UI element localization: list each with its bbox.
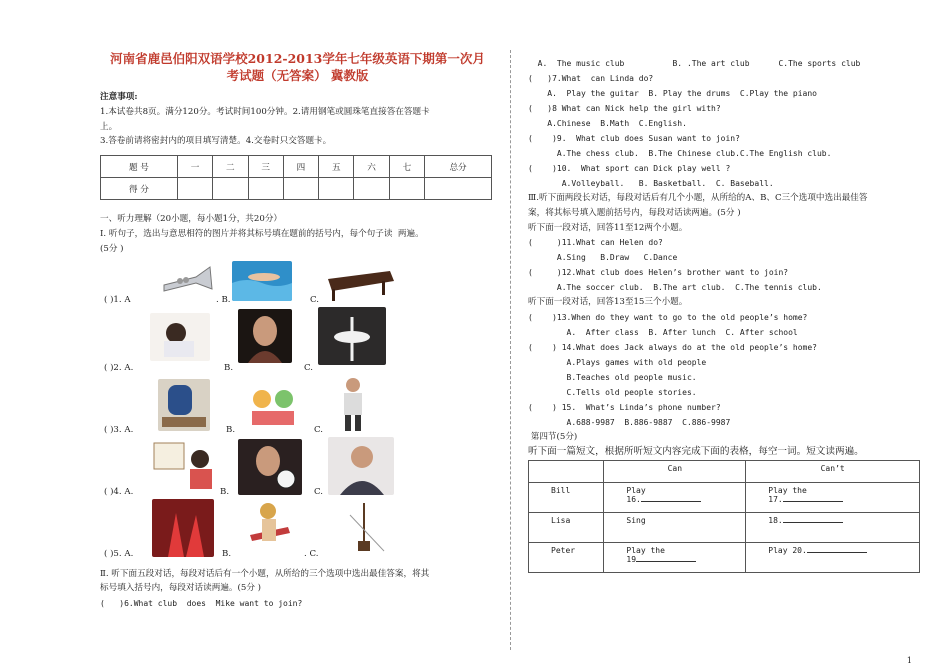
picture-question-row <box>100 437 495 499</box>
picture-question-row <box>100 307 495 375</box>
guitar-player-picture <box>236 499 302 557</box>
question-line: A.The chess club. B.The Chinese club.C.The English club. <box>528 149 832 158</box>
row-name: Bill <box>529 482 604 512</box>
question-line: A.688-9987 B.886-9887 C.886-9987 <box>528 418 731 428</box>
girl-painting-picture <box>150 439 220 495</box>
score-input-cell[interactable] <box>177 178 212 200</box>
section4-heading: 第四节(5分) <box>528 432 578 443</box>
score-cell: 一 <box>177 156 212 178</box>
chess-player-picture <box>158 379 210 431</box>
question-6: ( )6.What club does Mike want to join? <box>100 599 303 609</box>
can-cell <box>604 512 746 542</box>
score-input-cell[interactable] <box>354 178 389 200</box>
answer-blank-18[interactable] <box>783 522 843 523</box>
option-label: . C. <box>304 548 319 559</box>
score-table-score-row <box>101 178 492 200</box>
question-label: ( )3. A. <box>104 424 134 435</box>
picture-question-row <box>100 499 495 561</box>
cant-cell <box>746 542 920 572</box>
notes-line: 上。 <box>100 121 118 132</box>
erhu-picture <box>344 501 392 557</box>
option-label: B. <box>226 424 236 435</box>
question-line: ( )9. What club does Susan want to join? <box>528 134 740 143</box>
score-input-cell[interactable] <box>389 178 424 200</box>
question-line: A. The music club B. .The art club C.The sports club <box>528 59 861 68</box>
cant-text: Play the <box>768 485 807 495</box>
question-line: A. Play the guitar B. Play the drums C.Play the piano <box>528 89 817 98</box>
page-title-line1: 河南省鹿邑伯阳双语学校2012-2013学年七年级英语下期第一次月 <box>110 51 485 66</box>
fill-table-row <box>529 482 920 512</box>
blank-number: 16. <box>626 494 641 504</box>
can-cell <box>604 542 746 572</box>
question-label: ( )5. A. <box>104 548 134 559</box>
option-label: B. <box>224 362 234 373</box>
score-input-cell[interactable] <box>248 178 283 200</box>
piano-picture <box>320 261 398 303</box>
question-line: ( )13.When do they want to go to the old people’s home? <box>528 313 808 323</box>
right-column <box>528 56 918 573</box>
man-standing-picture <box>330 375 376 433</box>
answer-blank-17[interactable] <box>783 501 843 502</box>
girl-with-ball-picture <box>238 439 302 495</box>
fill-table-row <box>529 512 920 542</box>
fill-in-table <box>528 460 920 573</box>
question-line: A. After class B. After lunch C. After school <box>528 328 798 338</box>
blank-number: Play 20. <box>768 545 807 555</box>
section3-instruction: Ⅲ.听下面两段长对话，每段对话后有几个小题，从所给的A、B、C三个选项中选出最佳答 <box>528 193 868 203</box>
question-label: ( )4. A. <box>104 486 134 497</box>
score-cell: 总分 <box>425 156 492 178</box>
question-line: ( ) 15. What’s Linda’s phone number? <box>528 403 721 413</box>
option-label: B. <box>222 548 232 559</box>
section2-instruction: Ⅱ. 听下面五段对话，每段对话后有一个小题，从所给的三个选项中选出最佳答案，将其 <box>100 568 430 579</box>
option-label: . B. <box>216 294 231 305</box>
answer-blank-16[interactable] <box>641 501 701 502</box>
section3-instruction: 案，将其标号填入题前括号内，每段对话读两遍。(5分 ) <box>528 207 741 218</box>
man-speaking-picture <box>328 437 394 495</box>
score-table <box>100 155 492 200</box>
question-line: A.Volleyball. B. Basketball. C. Baseball. <box>528 179 774 188</box>
singer-picture <box>238 309 292 363</box>
ballet-dancer-picture <box>318 307 386 365</box>
score-input-cell[interactable] <box>213 178 248 200</box>
column-divider <box>510 50 511 650</box>
can-text: Sing <box>626 515 646 525</box>
fill-header-cell <box>529 460 604 482</box>
question-line: A.Chinese B.Math C.English. <box>528 119 687 128</box>
question-line: ( )12.What club does Helen’s brother want to join? <box>528 268 789 278</box>
cartoon-kids-picture <box>244 381 302 431</box>
section2-instruction: 标号填入括号内，每段对话读两遍。(5分 ) <box>100 583 261 594</box>
score-input-cell[interactable] <box>425 178 492 200</box>
page-title-line2: 考试题（无答案） 冀教版 <box>226 68 369 83</box>
question-label: ( )2. A. <box>104 362 134 373</box>
score-cell: 六 <box>354 156 389 178</box>
answer-blank-19[interactable] <box>636 561 696 562</box>
can-cell <box>604 482 746 512</box>
cant-cell <box>746 512 920 542</box>
score-cell: 七 <box>389 156 424 178</box>
part1-heading: 一、听力理解（20小题，每小题1分，共20分） <box>100 214 283 225</box>
score-cell: 题 号 <box>101 156 178 178</box>
blank-number: 18. <box>768 515 783 525</box>
question-line: ( )7.What can Linda do? <box>528 74 654 83</box>
notes-line: 1.本试卷共8页。满分120分。考试时间100分钟。2.请用钢笔或圆珠笔直接答在答题卡 <box>100 106 430 117</box>
trumpet-picture <box>158 259 216 303</box>
fill-table-row <box>529 542 920 572</box>
page-number: 1 <box>906 656 912 665</box>
score-cell: 五 <box>319 156 354 178</box>
question-label: ( )1. A <box>104 294 131 305</box>
fill-header-cell: Can’t <box>746 460 920 482</box>
section3-subheading: 听下面一段对话，回答13至15三个小题。 <box>528 297 688 308</box>
row-name: Peter <box>529 542 604 572</box>
question-line: ( )11.What can Helen do? <box>528 238 663 248</box>
fill-table-header <box>529 460 920 482</box>
section4-instruction: 听下面一篇短文，根据所听短文内容完成下面的表格，每空一词。短文读两遍。 <box>528 445 864 457</box>
question-line: A.Sing B.Draw C.Dance <box>528 253 678 263</box>
blank-number: 19 <box>626 554 637 564</box>
score-table-header-row <box>101 156 492 178</box>
can-text: Play the <box>626 545 665 555</box>
question-line: A.The soccer club. B.The art club. C.The tennis club. <box>528 283 822 293</box>
question-line: ( )10. What sport can Dick play well ? <box>528 164 731 173</box>
score-input-cell[interactable] <box>283 178 318 200</box>
cant-cell <box>746 482 920 512</box>
picture-question-row <box>100 257 495 307</box>
left-column <box>100 50 495 611</box>
option-label: C. <box>314 424 324 435</box>
row-name: Lisa <box>529 512 604 542</box>
option-label: C. <box>304 362 314 373</box>
answer-blank-20[interactable] <box>807 552 867 553</box>
option-label: C. <box>314 486 324 497</box>
question-line: C.Tells old people stories. <box>528 388 697 398</box>
score-cell: 四 <box>283 156 318 178</box>
section1-instruction: Ⅰ. 听句子，选出与意思相符的图片并将其标号填在题前的括号内，每个句子读 两遍。 <box>100 228 424 239</box>
section3-subheading: 听下面一段对话，回答11至12两个小题。 <box>528 222 688 233</box>
question-line: B.Teaches old people music. <box>528 373 697 383</box>
blank-number: 17. <box>768 494 783 504</box>
score-cell: 三 <box>248 156 283 178</box>
question-line: ( )8 What can Nick help the girl with? <box>528 104 721 113</box>
option-label: C. <box>310 294 320 305</box>
child-drawing-picture <box>150 313 210 361</box>
score-cell: 得 分 <box>101 178 178 200</box>
score-input-cell[interactable] <box>319 178 354 200</box>
option-label: B. <box>220 486 230 497</box>
score-cell: 二 <box>213 156 248 178</box>
notes-heading: 注意事项: <box>100 92 138 102</box>
notes-line: 3.答卷前请将密封内的项目填写清楚。4.交卷时只交答题卡。 <box>100 136 332 147</box>
question-line: ( ) 14.What does Jack always do at the old people’s home? <box>528 343 817 353</box>
swimming-picture <box>232 261 292 301</box>
question-line: A.Plays games with old people <box>528 358 707 368</box>
can-text: Play <box>626 485 646 495</box>
fill-header-cell: Can <box>604 460 746 482</box>
picture-question-row <box>100 375 495 437</box>
section1-instruction: (5分 ) <box>100 243 124 254</box>
dancers-picture <box>152 499 214 557</box>
